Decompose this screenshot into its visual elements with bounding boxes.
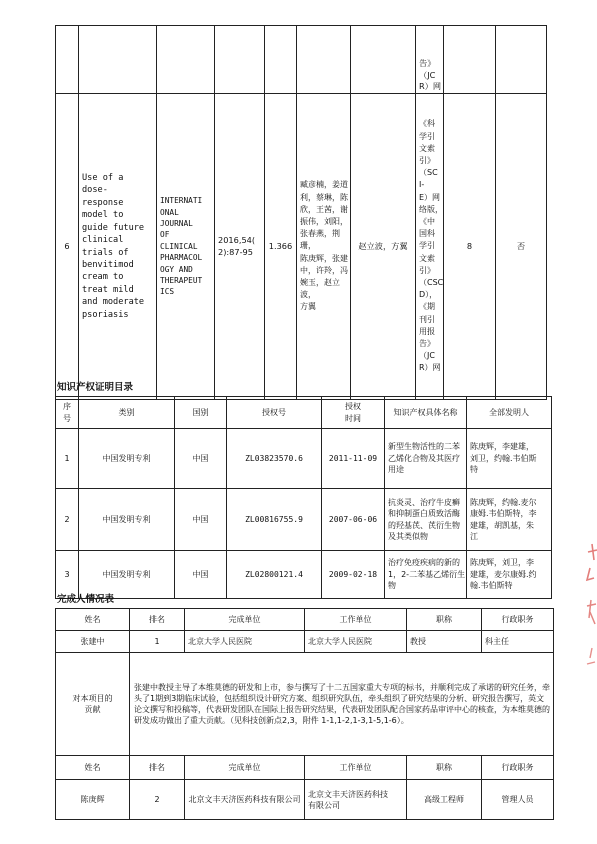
ip-inventors: 陈庚辉，约翰.麦尔 康姆.韦伯斯特，李 建雄，胡凯基，朱 江 xyxy=(467,489,552,551)
cell xyxy=(297,26,351,94)
header-number: 授权号 xyxy=(227,397,322,429)
ip-name: 新型生物活性的二苯 乙烯化合物及其医疗 用途 xyxy=(385,429,467,489)
ip-country: 中国 xyxy=(175,551,227,599)
seal-stroke xyxy=(587,648,595,664)
header-position: 行政职务 xyxy=(482,756,554,780)
cell xyxy=(444,26,496,94)
ip-row xyxy=(56,429,552,489)
person-unit: 北京文丰天济医药科技有限公司 xyxy=(185,780,305,820)
year-volume-pages: 2016,54( 2):87-95 xyxy=(215,94,265,400)
header-title: 职称 xyxy=(407,609,482,631)
header-work-unit: 工作单位 xyxy=(305,756,407,780)
ip-category: 中国发明专利 xyxy=(79,429,175,489)
header-rank: 排名 xyxy=(130,756,185,780)
header-unit: 完成单位 xyxy=(185,609,305,631)
people-table xyxy=(55,608,554,820)
seal-stroke xyxy=(587,544,597,580)
header-unit: 完成单位 xyxy=(185,756,305,780)
people-header-row xyxy=(56,756,554,780)
person-work-unit: 北京文丰天济医药科技 有限公司 xyxy=(305,780,407,820)
header-date: 授权 时间 xyxy=(322,397,385,429)
paper-title: Use of a dose- response model to guide future clinical trials of benvitimod cream to treat mild and moderate psoriasis xyxy=(79,94,157,400)
ip-category: 中国发明专利 xyxy=(79,551,175,599)
cell xyxy=(265,26,297,94)
ip-number: ZL00816755.9 xyxy=(227,489,322,551)
ip-name: 抗炎灵、治疗牛皮癣 和抑制蛋白质致活酶 的羟基芪、芪衍生物 及其类似物 xyxy=(385,489,467,551)
person-rank: 1 xyxy=(130,631,185,653)
header-country: 国别 xyxy=(175,397,227,429)
header-title: 职称 xyxy=(407,756,482,780)
authors: 臧彦楠，姜道 利，蔡琳，陈 欣，王茜，谢 振伟，刘阳， 张春燕，荆珊， 陈庚辉，张建 中，许羚，冯 婉玉，赵立波， 方翼 xyxy=(297,94,351,400)
header-name: 姓名 xyxy=(56,609,130,631)
person-unit: 北京大学人民医院 xyxy=(185,631,305,653)
header-inventors: 全部发明人 xyxy=(467,397,552,429)
header-position: 行政职务 xyxy=(482,609,554,631)
publication-row-continued xyxy=(56,26,547,94)
indexed-in-cell: 《科 学引 文索 引》 （SC I- E）网 络版， 《中 国科 学引 文索 引》 （CSC D）， 《期 刊引 用报 告》 （JC R）网 xyxy=(416,94,444,400)
person-position: 管理人员 xyxy=(482,780,554,820)
ip-inventors: 陈庚辉，刘卫，李 建雄，麦尔康姆.约 翰.韦伯斯特 xyxy=(467,551,552,599)
row-number: 6 xyxy=(56,94,79,400)
ip-row xyxy=(56,489,552,551)
person-name: 张建中 xyxy=(56,631,130,653)
person-row xyxy=(56,780,554,820)
ip-no: 1 xyxy=(56,429,79,489)
header-name: 姓名 xyxy=(56,756,130,780)
person-row xyxy=(56,631,554,653)
ip-country: 中国 xyxy=(175,489,227,551)
header-no: 序 号 xyxy=(56,397,79,429)
ip-table xyxy=(55,396,552,599)
person-work-unit: 北京大学人民医院 xyxy=(305,631,407,653)
flag-value: 否 xyxy=(496,94,547,400)
citation-count: 8 xyxy=(444,94,496,400)
ip-number: ZL02800121.4 xyxy=(227,551,322,599)
cell xyxy=(496,26,547,94)
contribution-label: 对本项目的 贡献 xyxy=(56,653,130,756)
ip-date: 2011-11-09 xyxy=(322,429,385,489)
red-seal-fragment xyxy=(578,540,597,680)
ip-section-title: 知识产权证明目录 xyxy=(57,382,134,393)
impact-factor: 1.366 xyxy=(265,94,297,400)
publication-row xyxy=(56,94,547,400)
ip-inventors: 陈庚辉，李建雄， 刘卫，约翰.韦伯斯 特 xyxy=(467,429,552,489)
ip-name: 治疗免疫疾病的新的 1，2-二苯基乙烯衍生 物 xyxy=(385,551,467,599)
person-title: 教授 xyxy=(407,631,482,653)
corresponding-authors: 赵立波，方翼 xyxy=(351,94,416,400)
cell xyxy=(215,26,265,94)
ip-row xyxy=(56,551,552,599)
people-header-row xyxy=(56,609,554,631)
indexed-in-cell: 告》 （JC R）网 xyxy=(416,26,444,94)
cell xyxy=(56,26,79,94)
header-work-unit: 工作单位 xyxy=(305,609,407,631)
ip-country: 中国 xyxy=(175,429,227,489)
ip-category: 中国发明专利 xyxy=(79,489,175,551)
header-ip-name: 知识产权具体名称 xyxy=(385,397,467,429)
header-category: 类别 xyxy=(79,397,175,429)
journal-name: INTERNATI ONAL JOURNAL OF CLINICAL PHARMACOL OGY AND THERAPEUT ICS xyxy=(157,94,215,400)
ip-number: ZL03823570.6 xyxy=(227,429,322,489)
ip-no: 2 xyxy=(56,489,79,551)
cell xyxy=(351,26,416,94)
ip-header-row xyxy=(56,397,552,429)
cell xyxy=(79,26,157,94)
ip-date: 2009-02-18 xyxy=(322,551,385,599)
people-section-title: 完成人情况表 xyxy=(57,594,115,605)
person-position: 科主任 xyxy=(482,631,554,653)
ip-no: 3 xyxy=(56,551,79,599)
person-name: 陈庚辉 xyxy=(56,780,130,820)
person-title: 高级工程师 xyxy=(407,780,482,820)
contribution-text: 张建中教授主导了本维莫德的研发和上市，参与撰写了十二五国家重大专项的标书，并顺利完成了承诺的研究任务，牵头了1期到3期临床试验，包括组织设计研究方案、组织研究队伍，牵头组织了研究结果的分析、研究报告撰写，英文论文撰写和投稿等，代表研发团队在国际上报告研究结果，代表研发团队配合国家药品审评中心的核查，为本维莫德的研发成功做出了重大贡献。（见科技创新点2,3，附件 1-1,1-2,1-3,1-5,1-6）。 xyxy=(130,653,554,756)
ip-date: 2007-06-06 xyxy=(322,489,385,551)
seal-stroke xyxy=(587,600,596,624)
person-rank: 2 xyxy=(130,780,185,820)
contribution-row xyxy=(56,653,554,756)
publications-table xyxy=(55,25,547,400)
header-rank: 排名 xyxy=(130,609,185,631)
cell xyxy=(157,26,215,94)
